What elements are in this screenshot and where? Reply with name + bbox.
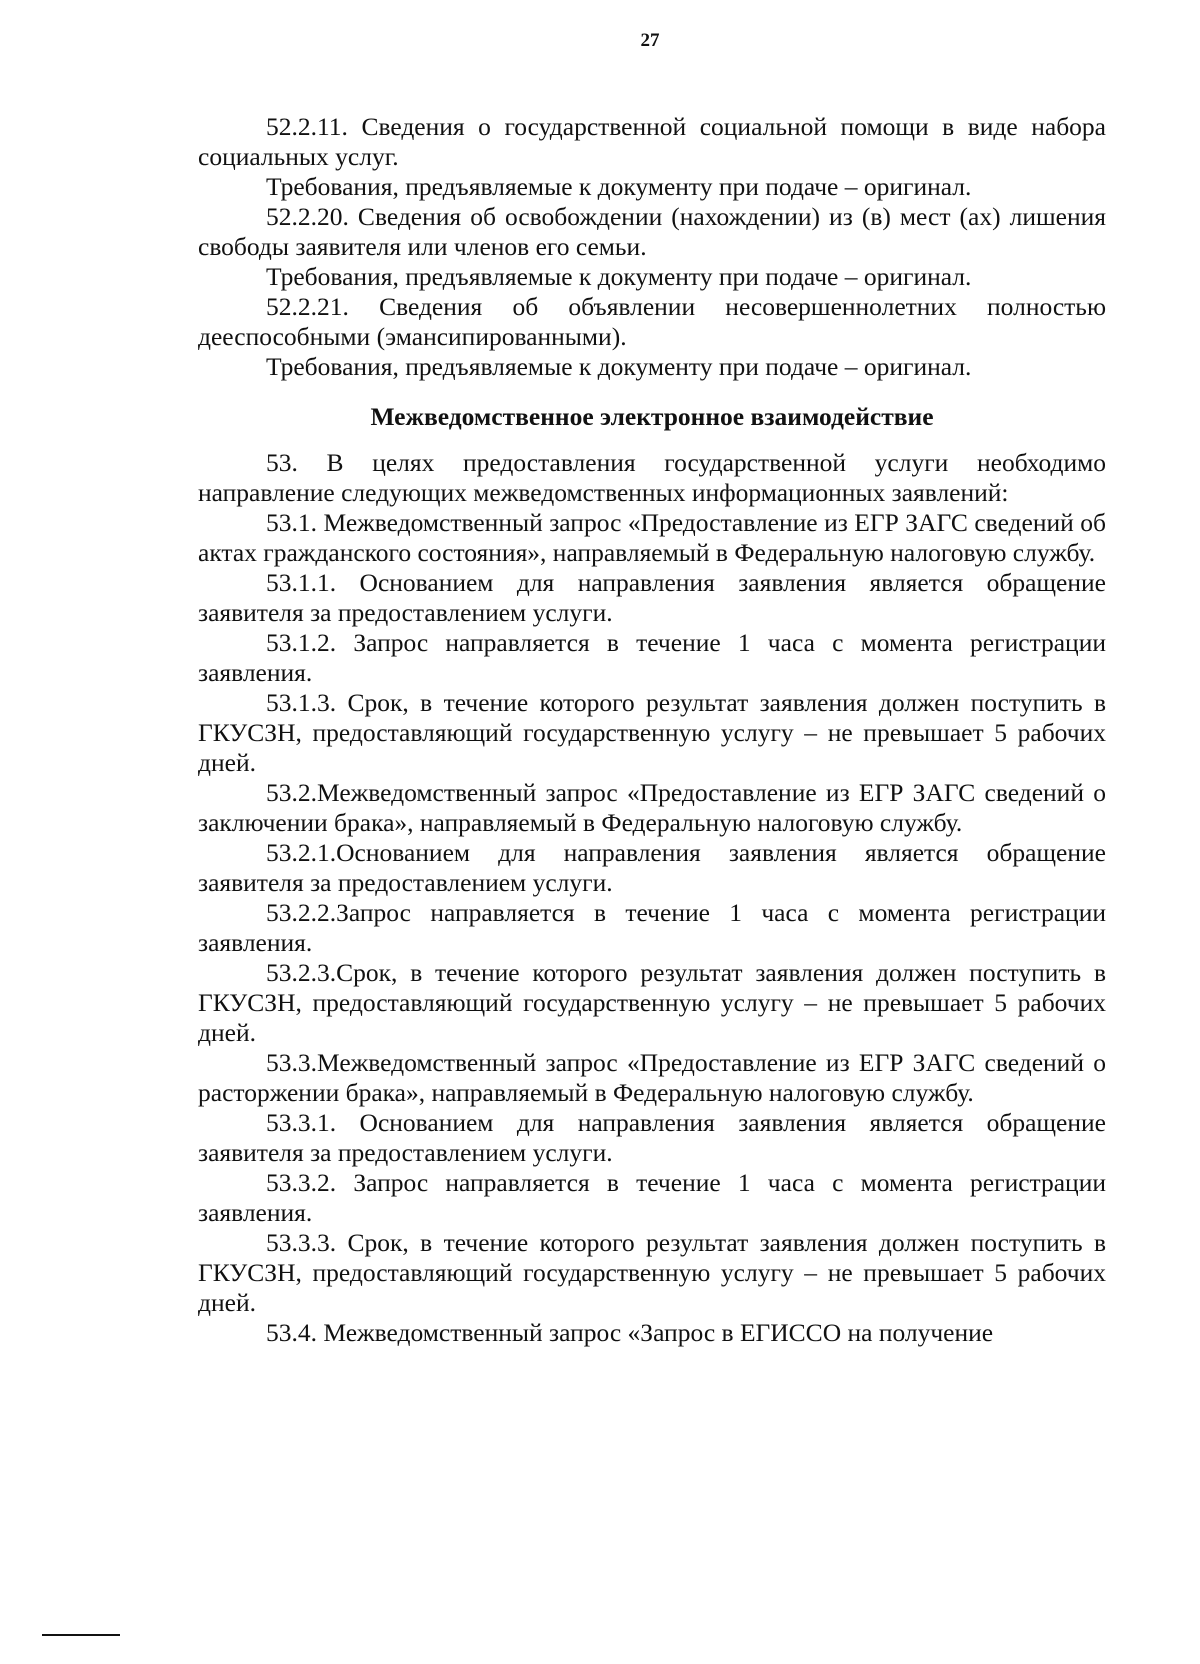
document-body — [198, 112, 1106, 1348]
paragraph-53-1-3: 53.1.3. Срок, в течение которого результат заявления должен поступить в ГКУСЗН, предоставляющий государственную услугу – не превышает 5 рабочих дней. — [198, 688, 1106, 777]
paragraph-52-2-20: 52.2.20. Сведения об освобождении (нахождении) из (в) мест (ах) лишения свободы заявителя или членов его семьи. — [198, 202, 1106, 261]
paragraph-53-1: 53.1. Межведомственный запрос «Предоставление из ЕГР ЗАГС сведений об актах гражданского состояния», направляемый в Федеральную налоговую службу. — [198, 508, 1106, 567]
paragraph-53-4: 53.4. Межведомственный запрос «Запрос в ЕГИССО на получение — [266, 1318, 994, 1347]
paragraph-53-3: 53.3.Межведомственный запрос «Предоставление из ЕГР ЗАГС сведений о расторжении брака», направляемый в Федеральную налоговую службу. — [198, 1048, 1106, 1107]
paragraph-53-2-1: 53.2.1.Основанием для направления заявления является обращение заявителя за предоставлением услуги. — [198, 838, 1106, 897]
paragraph-requirements: Требования, предъявляемые к документу при подаче – оригинал. — [266, 262, 972, 291]
paragraph-52-2-21: 52.2.21. Сведения об объявлении несовершеннолетних полностью дееспособными (эмансипированными). — [198, 292, 1106, 351]
paragraph-53-1-1: 53.1.1. Основанием для направления заявления является обращение заявителя за предоставлением услуги. — [198, 568, 1106, 627]
page-number: 27 — [640, 30, 660, 51]
paragraph-53-2-2: 53.2.2.Запрос направляется в течение 1 часа с момента регистрации заявления. — [198, 898, 1106, 957]
paragraph-53-2-3: 53.2.3.Срок, в течение которого результат заявления должен поступить в ГКУСЗН, предоставляющий государственную услугу – не превышает 5 рабочих дней. — [198, 958, 1106, 1047]
paragraph-requirements: Требования, предъявляемые к документу при подаче – оригинал. — [266, 352, 972, 381]
section-heading: Межведомственное электронное взаимодействие — [370, 402, 934, 431]
paragraph-53-3-1: 53.3.1. Основанием для направления заявления является обращение заявителя за предоставлением услуги. — [198, 1108, 1106, 1167]
paragraph-53: 53. В целях предоставления государственной услуги необходимо направление следующих межведомственных информационных заявлений: — [198, 448, 1106, 507]
paragraph-53-2: 53.2.Межведомственный запрос «Предоставление из ЕГР ЗАГС сведений о заключении брака», направляемый в Федеральную налоговую службу. — [198, 778, 1106, 837]
paragraph-53-3-3: 53.3.3. Срок, в течение которого результат заявления должен поступить в ГКУСЗН, предоставляющий государственную услугу – не превышает 5 рабочих дней. — [198, 1228, 1106, 1317]
paragraph-requirements: Требования, предъявляемые к документу при подаче – оригинал. — [266, 172, 972, 201]
footnote-rule — [42, 1634, 120, 1636]
paragraph-53-3-2: 53.3.2. Запрос направляется в течение 1 часа с момента регистрации заявления. — [198, 1168, 1106, 1227]
paragraph-53-1-2: 53.1.2. Запрос направляется в течение 1 часа с момента регистрации заявления. — [198, 628, 1106, 687]
paragraph-52-2-11: 52.2.11. Сведения о государственной социальной помощи в виде набора социальных услуг. — [198, 112, 1106, 171]
